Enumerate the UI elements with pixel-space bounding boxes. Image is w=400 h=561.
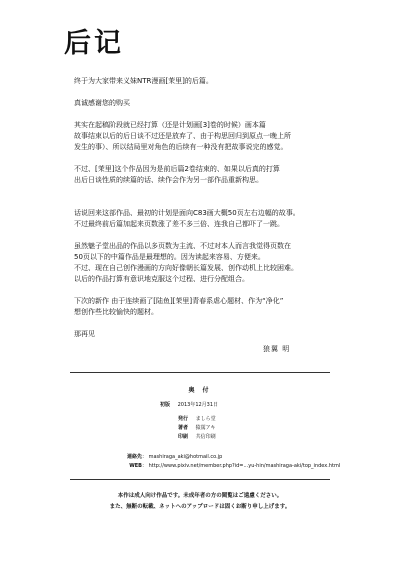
text-line: 话说回来这部作品、最初的计划是面向C83画大概50页左右边幅的故事。 xyxy=(74,209,300,217)
paragraph xyxy=(74,296,374,318)
printer-name: 共信印刷 xyxy=(195,434,216,440)
colophon-publisher-row xyxy=(174,415,216,422)
text-line: 50页以下的中篇作品是最理想的。因为读起来容易、方便来。 xyxy=(74,253,265,261)
text-line: 虽然魅子堂出品的作品以多页数为主流、不过对本人而言我觉得页数在 xyxy=(74,242,291,250)
text-line: 那再见 xyxy=(74,330,95,338)
colophon-printer-row xyxy=(174,433,216,440)
text-line: 真诚感谢您的购买 xyxy=(74,99,130,107)
contact-email: mashiraga_aki@hotmail.co.jp xyxy=(148,454,223,460)
page-title: 后记 xyxy=(64,28,124,59)
web-label: WEB xyxy=(129,463,142,469)
text-line: 终于为大家带来义妹NTR漫画[茉里]的后篇。 xyxy=(74,77,213,85)
paragraph xyxy=(74,241,374,285)
text-line: 想创作些比较愉快的题材。 xyxy=(74,308,158,316)
paragraph xyxy=(74,98,374,109)
colophon xyxy=(70,372,341,480)
web-url: http://www.pixiv.net/member.php?id=...yu-hin/mashiraga-aki/top_index.html xyxy=(148,463,341,469)
author-label: 著者 xyxy=(177,425,188,431)
colophon-contact-row: 連絡先： mashiraga_aki@hotmail.co.jp xyxy=(118,453,222,460)
text-line: 不过、现在自己创作漫画的方向好像朝长篇发展、创作动机上比较困难。 xyxy=(74,264,298,272)
afterword-body xyxy=(74,76,374,340)
paragraph xyxy=(74,329,374,340)
text-line: 其实在起稿阶段就已经打算（还是计划画[3]卷的时候）画本篇 xyxy=(74,121,266,129)
colophon-issue-row xyxy=(148,401,218,408)
author-signature: 狼翼 明 xyxy=(263,345,291,353)
colophon-title: 奥 付 xyxy=(188,387,212,394)
contact-label: 連絡先 xyxy=(126,454,142,460)
colophon-author-row xyxy=(174,424,215,431)
text-line: 故事结束以后的后日谈不过还是放弃了、由于构思回归到原点一晚上所 xyxy=(74,132,291,140)
publisher-name: ましら堂 xyxy=(195,416,216,422)
issue-date: 2013年12月31日 xyxy=(177,402,219,408)
printer-label: 印刷 xyxy=(177,434,188,440)
text-line: 不过、[茉里]这个作品因为是前后篇2卷结束的、如果以后真的打算 xyxy=(74,165,280,173)
issue-label: 初版 xyxy=(159,402,170,408)
adult-notice: 本作は成人向け作品です。未成年者の方の閲覧はご遠慮ください。 xyxy=(117,493,283,499)
text-line: 不过最终前后篇加起来页数涨了差不多三倍、连我自己都吓了一跳。 xyxy=(74,220,284,228)
author-name: 猿駕アキ xyxy=(195,425,216,431)
paragraph xyxy=(74,164,374,186)
publisher-label: 発行 xyxy=(177,416,188,422)
paragraph xyxy=(74,120,374,153)
paragraph xyxy=(74,76,374,87)
text-line: 下次的新作 由于连续画了[陆鱼][茉里]青春系虐心题材、作为“净化” xyxy=(74,297,284,305)
text-line: 出后日谈性质的续篇的话、续作会作为另一部作品重新构思。 xyxy=(74,176,263,184)
paragraph xyxy=(74,208,374,230)
reprint-notice: また、無断の転載、ネットへのアップロードは固くお断り申し上げます。 xyxy=(109,504,291,510)
text-line: 以后的作品打算有意识地克服这个过程、进行分配组合。 xyxy=(74,275,249,283)
text-line: 发生的事）、所以结局里对角色的后续有一种没有把故事说完的感觉。 xyxy=(74,143,288,151)
colophon-web-row: WEB： http://www.pixiv.net/member.php?id=...yu-hin/mashiraga-aki/top_index.html xyxy=(118,462,340,469)
